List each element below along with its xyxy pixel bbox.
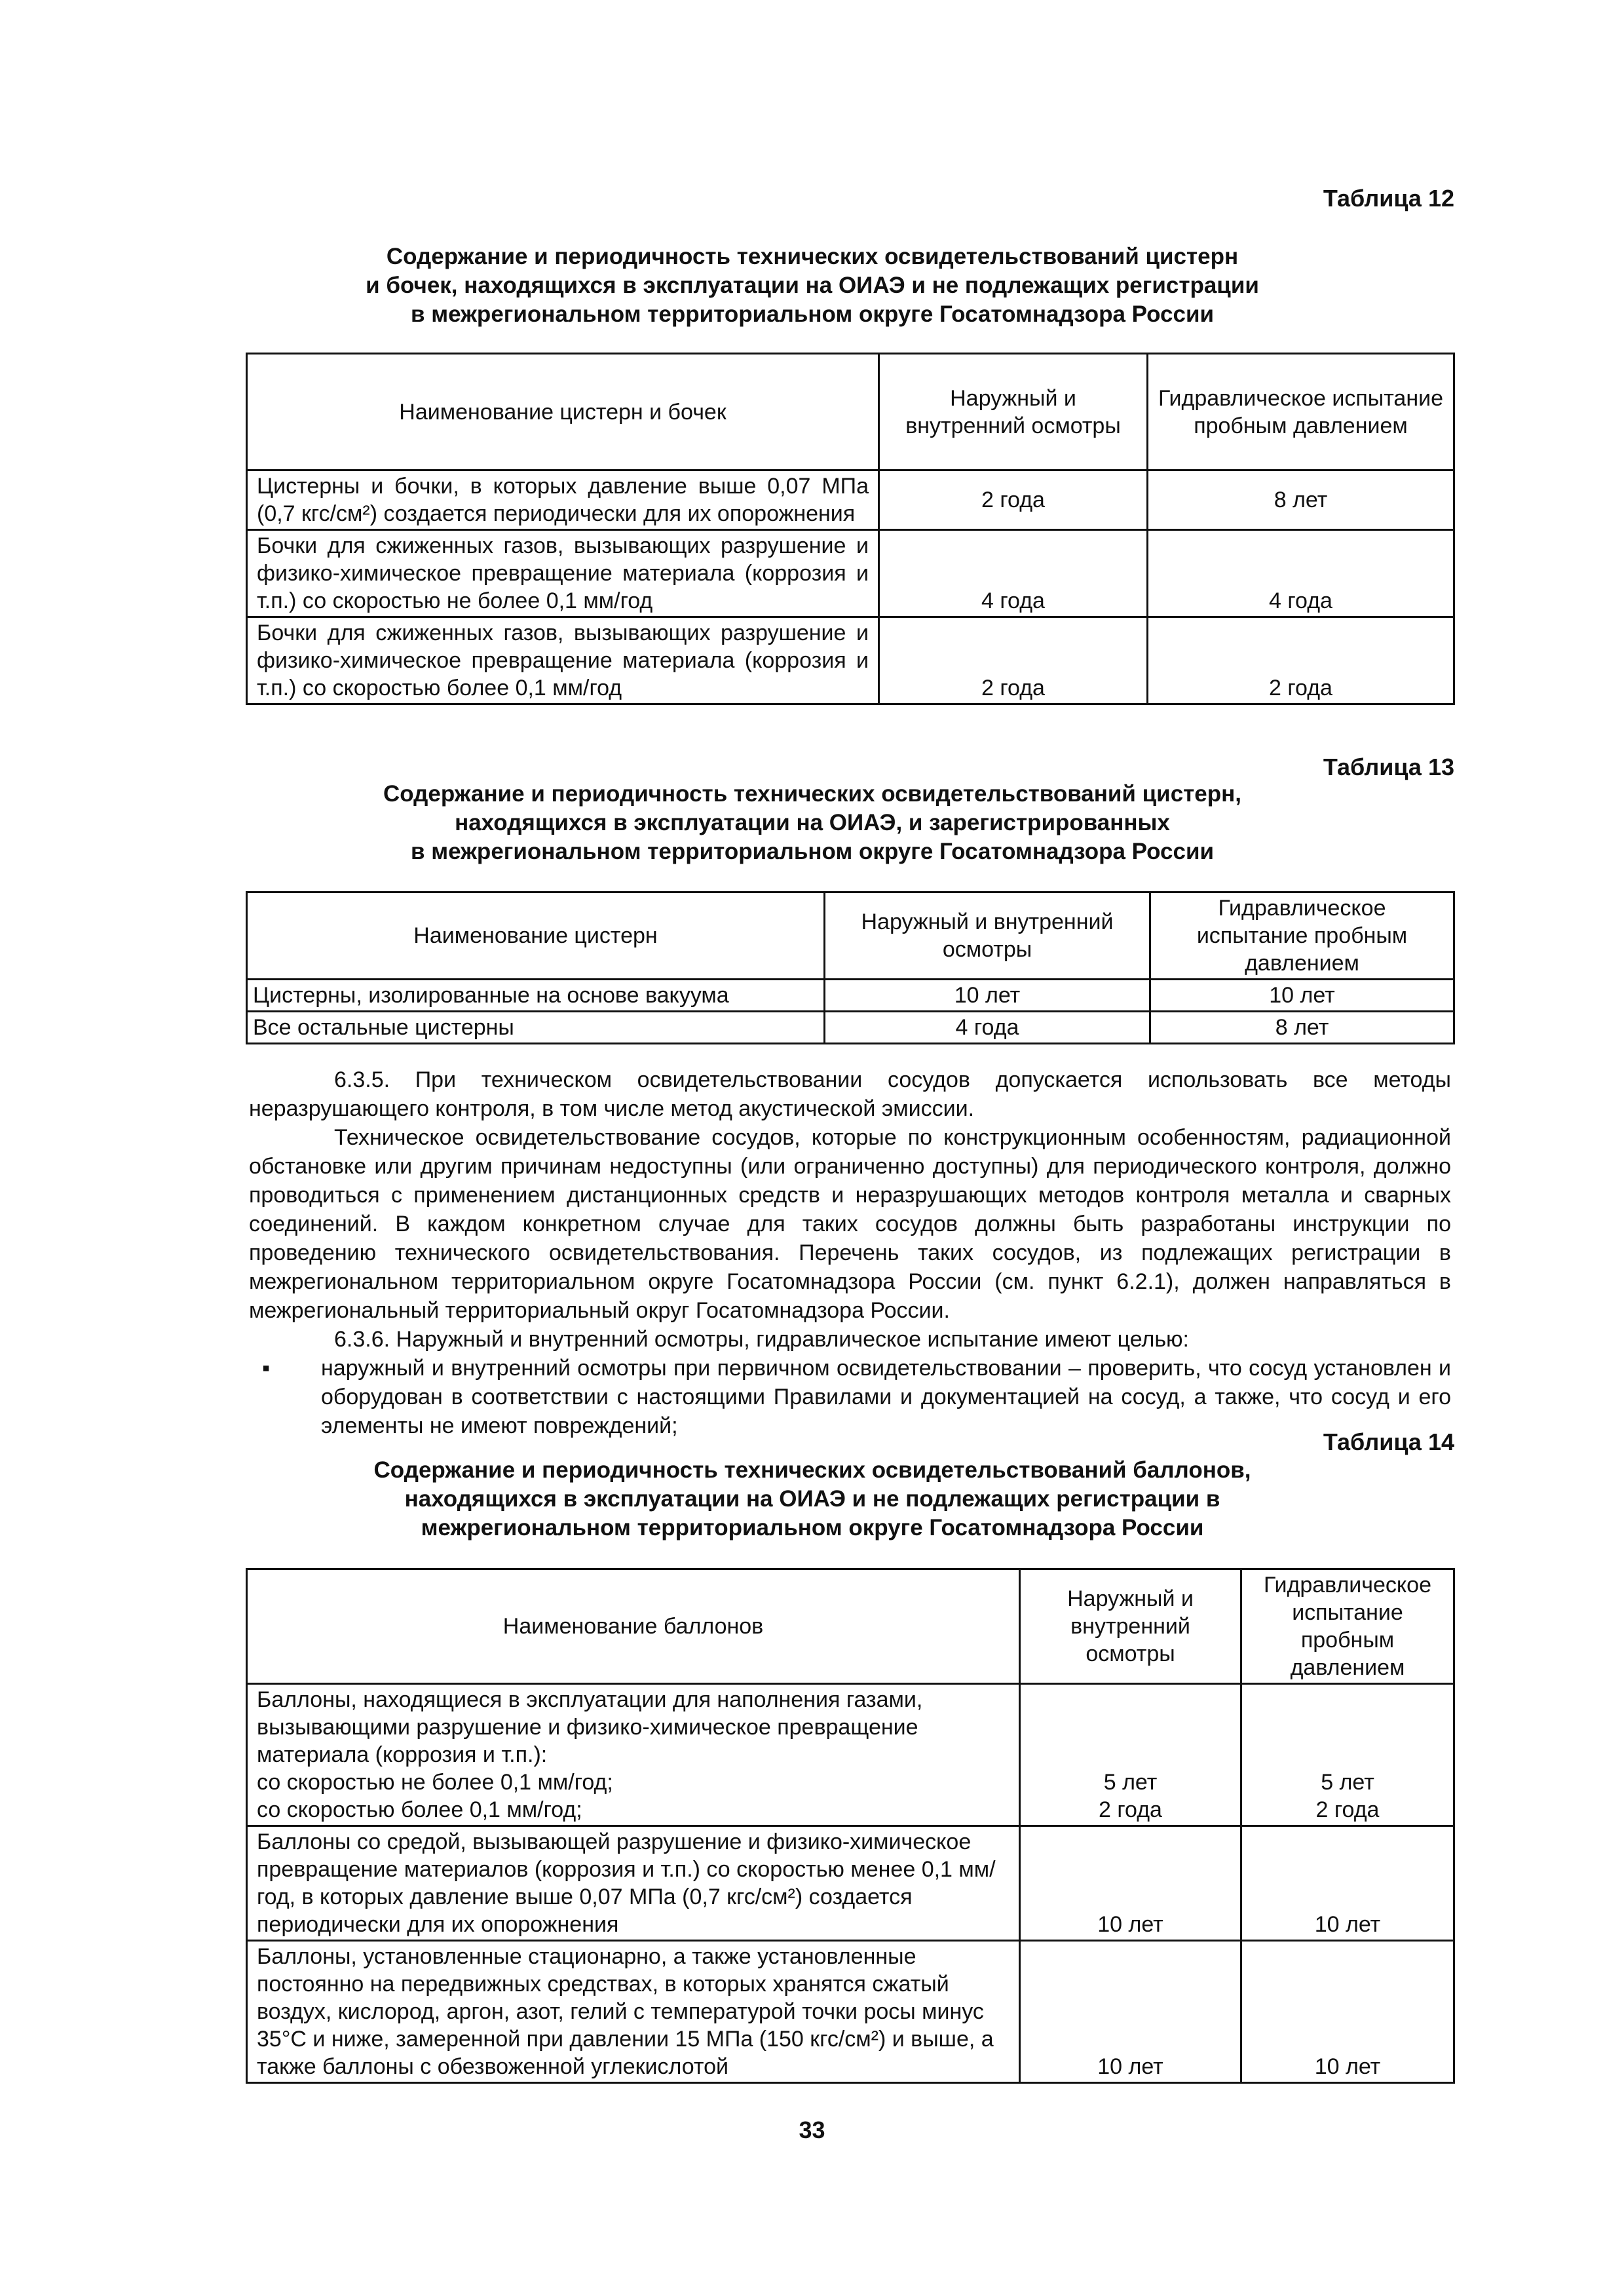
table12-header-outer: Наружный и внутренний осмотры: [879, 354, 1148, 470]
table12-row1-hydro: 8 лет: [1148, 470, 1454, 530]
table14-row1-outer1: 5 лет: [1103, 1770, 1158, 1795]
table12-label: Таблица 12: [1323, 185, 1454, 212]
table12-row1-name: Цистерны и бочки, в которых давление выше 0,07 МПа (0,7 кгс/см²) создается периодически для их опорожнения: [247, 470, 879, 530]
table12-header-hydro: Гидравлическое испытание пробным давлением: [1148, 354, 1454, 470]
table14-row2-name: Баллоны со средой, вызывающей разрушение и физико-химическое превращение материалов (коррозия и т.п.) со скоростью менее 0,1 мм/год, в которых давление выше 0,07 МПа (0,7 кгс/см²) создается периодически для их опорожнения: [247, 1826, 1020, 1941]
table12-title: [249, 242, 1376, 329]
paragraph-inspection: Техническое освидетельствование сосудов, которые по конструкционным особенностям, радиационной обстановке или другим причинам недоступны (или ограниченно доступны) для периодического контроля, должно проводиться с применением дистанционных средств и неразрушающих методов контроля металла и сварных соединений. В каждом конкретном случае для таких сосудов должны быть разработаны инструкции по проведению технического освидетельствования. Перечень таких сосудов, из подлежащих регистрации в межрегиональном территориальном округе Госатомнадзора России (см. пункт 6.2.1), должен направляться в межрегиональный территориальный округ Госатомнадзора России.: [249, 1125, 1451, 1323]
table12-row3-outer: 2 года: [879, 617, 1148, 704]
table14-header-outer: Наружный и внутренний осмотры: [1020, 1569, 1241, 1684]
table14-row1-text: Баллоны, находящиеся в эксплуатации для наполнения газами, вызывающими разрушение и физико-химическое превращение материала (коррозия и т.п.):: [257, 1687, 923, 1767]
table14-row1-hydro1: 5 лет: [1321, 1770, 1374, 1795]
table13-title-line1: Содержание и периодичность технических освидетельствований цистерн,: [383, 781, 1242, 807]
table14-title: [249, 1456, 1376, 1542]
table14-row3-name: Баллоны, установленные стационарно, а также установленные постоянно на передвижных средствах, в которых хранятся сжатый воздух, кислород, аргон, азот, гелий с температурой точки росы минус 35°С и ниже, замеренной при давлении 15 МПа (150 кгс/см²) и выше, а также баллоны с обезвоженной углекислотой: [247, 1941, 1020, 2083]
table13-label: Таблица 13: [1323, 754, 1454, 780]
body-text: [249, 1065, 1451, 1440]
table14-header-name: Наименование баллонов: [247, 1569, 1020, 1684]
table14-label: Таблица 14: [1323, 1428, 1454, 1455]
bullet-mark: ▪: [262, 1356, 271, 1381]
table14-header-hydro: Гидравлическое испытание пробным давлением: [1241, 1569, 1454, 1684]
table12-title-line1: Содержание и периодичность технических освидетельствований цистерн: [386, 244, 1239, 269]
table14-row1-outer2: 2 года: [1099, 1797, 1162, 1822]
table14-row1-hydro: [1241, 1684, 1454, 1826]
table14-row1-sub2: со скоростью более 0,1 мм/год;: [257, 1797, 582, 1822]
table12-row2-hydro: 4 года: [1148, 530, 1454, 617]
table14-row2-hydro: 10 лет: [1241, 1826, 1454, 1941]
table14-row3-outer: 10 лет: [1020, 1941, 1241, 2083]
table12-row2-name: Бочки для сжиженных газов, вызывающих разрушение и физико-химическое превращение материала (коррозия и т.п.) со скоростью не более 0,1 мм/год: [247, 530, 879, 617]
table14-row1-sub1: со скоростью не более 0,1 мм/год;: [257, 1770, 613, 1795]
table13-title-line3: в межрегиональном территориальном округе Госатомнадзора России: [410, 839, 1214, 864]
table14-row1-name: [247, 1684, 1020, 1826]
table14-row2-outer: 10 лет: [1020, 1826, 1241, 1941]
table12-row3-hydro: 2 года: [1148, 617, 1454, 704]
table13-title-line2: находящихся в эксплуатации на ОИАЭ, и зарегистрированных: [455, 810, 1170, 835]
table13: [246, 891, 1455, 1044]
table12-header-name: Наименование цистерн и бочек: [247, 354, 879, 470]
table12-title-line2: и бочек, находящихся в эксплуатации на ОИАЭ и не подлежащих регистрации: [366, 273, 1259, 298]
table13-row1-hydro: 10 лет: [1150, 980, 1454, 1012]
table12-title-line3: в межрегиональном территориальном округе Госатомнадзора России: [410, 301, 1214, 327]
table13-header-hydro: Гидравлическое испытание пробным давлением: [1150, 892, 1454, 980]
table13-row1-name: Цистерны, изолированные на основе вакуума: [247, 980, 825, 1012]
table13-title: [249, 780, 1376, 866]
table14-title-line3: межрегиональном территориальном округе Госатомнадзора России: [421, 1515, 1204, 1540]
table13-row2-outer: 4 года: [825, 1012, 1150, 1044]
table13-row1-outer: 10 лет: [825, 980, 1150, 1012]
bullet-item-1-text: наружный и внутренний осмотры при первичном освидетельствовании – проверить, что сосуд установлен и оборудован в соответствии с настоящими Правилами и документацией на сосуд, а также, что сосуд и его элементы не имеют повреждений;: [321, 1356, 1451, 1438]
table14: [246, 1568, 1455, 2084]
table14-title-line1: Содержание и периодичность технических освидетельствований баллонов,: [373, 1457, 1251, 1483]
table14-row1-hydro2: 2 года: [1315, 1797, 1380, 1822]
paragraph-6-3-6: 6.3.6. Наружный и внутренний осмотры, гидравлическое испытание имеют целью:: [334, 1327, 1189, 1352]
table13-header-outer: Наружный и внутренний осмотры: [825, 892, 1150, 980]
table12: [246, 353, 1455, 705]
table12-row2-outer: 4 года: [879, 530, 1148, 617]
table12-row1-outer: 2 года: [879, 470, 1148, 530]
table14-row3-hydro: 10 лет: [1241, 1941, 1454, 2083]
table13-header-name: Наименование цистерн: [247, 892, 825, 980]
table12-row3-name: Бочки для сжиженных газов, вызывающих разрушение и физико-химическое превращение материала (коррозия и т.п.) со скоростью более 0,1 мм/год: [247, 617, 879, 704]
page-number: 33: [799, 2116, 825, 2143]
table13-row2-hydro: 8 лет: [1150, 1012, 1454, 1044]
bullet-item-1: [249, 1354, 1451, 1440]
table14-row1-outer: [1020, 1684, 1241, 1826]
table14-title-line2: находящихся в эксплуатации на ОИАЭ и не подлежащих регистрации в: [404, 1486, 1220, 1512]
table13-row2-name: Все остальные цистерны: [247, 1012, 825, 1044]
paragraph-6-3-5: 6.3.5. При техническом освидетельствовании сосудов допускается использовать все методы неразрушающего контроля, в том числе метод акустической эмиссии.: [249, 1067, 1451, 1121]
